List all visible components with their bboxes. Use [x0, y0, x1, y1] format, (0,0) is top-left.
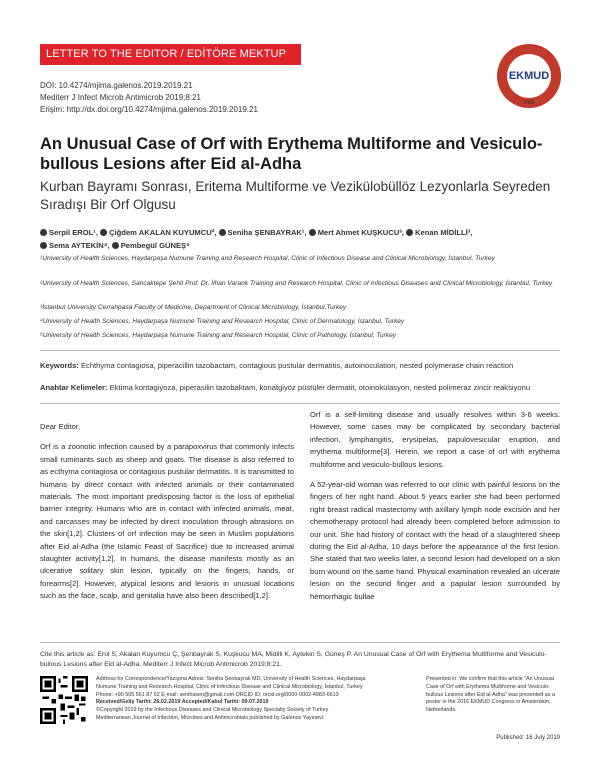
orcid-icon: [40, 229, 47, 236]
logo-year: 2006: [523, 100, 535, 106]
divider: [40, 403, 560, 404]
affiliation-3: ³İstanbul University Cerrahpasa Faculty of Medicine, Department of Clinical Microbiology, İstanbul,Turkey: [40, 304, 347, 311]
keywords: Keywords: Echthyma contagiosa, piperacillin tazobactam, contagious pustular dermatitis, autoinoculation, nested polymerase chain reaction: [40, 361, 514, 370]
paragraph: Orf is a self-limiting disease and usually resolves within 3-6 weeks. However, some cases may be complicated by secondary bacterial infection, lymphangitis, erysipelas, papulovesicular eruption, and erythema multiforme[3]. Herein, we report a case of orf with erythema multiforme and vesiculo-bullous lesions.: [310, 410, 560, 469]
orcid-icon: [40, 242, 47, 249]
article-title: An Unusual Case of Orf with Erythema Multiforme and Vesiculo-bullous Lesions after Eid al-Adha: [40, 135, 543, 173]
paragraph: Orf is a zoonotic infection caused by a parapoxvirus that commonly infects small ruminants such as sheep and goats. The disease is also referred to as ecthyma contagiosa or contagious pustular dermatitis. It is transmitted to humans by direct contact with infected animals or their contaminated materials. The most important predisposing factor is the loss of epithelial barrier integrity. Humans who are in contact with infected animals, meat, and carcasses may be infected by direct inoculation through abrasions on the skin[1,2]. Clusters of orf infection may be seen in Muslim populations after Eid al-Adha (the Islamic Feast of Sacrifice) due to increased animal slaughter activity[1,2]. In humans, the disease manifests mostly as an ulcerative solitary skin lesion, typically on the fingers, hands, or forearms[2]. However, atypical lesions and lesions in unusual locations such as the face, scalp, and genitalia have also been described[1,2].: [40, 442, 294, 601]
greeting: Dear Editor,: [40, 422, 81, 431]
affiliation-1: ¹University of Health Sciences, Haydarpaşa Numune Training and Research Hospital, Clinic of Infectious Disease and Clinical Microbiology, İstanbul, Turkey: [40, 255, 495, 262]
presented-note: Presented in: We confirm that this article "An Unusual Case of Orf with Erythema Multiforme and Vesiculo-bullous Lesions after Eid al-Adha" was presented as a poster in the 2016 EKMUD Congress in Amsterdam, Netherlands.: [426, 676, 555, 714]
affiliation-4: ⁴University of Health Sciences, Haydarpaşa Numune Training and Research Hospital, Clinic of Dermatology, İstanbul, Turkey: [40, 318, 405, 325]
divider: [40, 350, 560, 351]
author: Seniha ŞENBAYRAK¹,: [219, 228, 309, 237]
author: Pembegül GÜNEŞ⁵: [112, 241, 190, 250]
article-subtitle-tr: Kurban Bayramı Sonrası, Eritema Multiforme ve Vezikülobüllöz Lezyonlarla Seyreden Sıradışı Bir Orf Olgusu: [40, 179, 551, 212]
journal-citation: Mediterr J Infect Microb Antimicrob 2019;8:21: [40, 93, 201, 102]
orcid-icon: [309, 229, 316, 236]
author: Serpil EROL¹,: [40, 228, 100, 237]
affiliation-2: ²University of Health Sciences, Sancaktepe Şehit Prof. Dr. İlhan Varank Training and Research Hospital, Clinic of Infectious Diseases and Clinical Microbiology, İstanbul, Turkey: [40, 280, 553, 287]
citation: Cite this article as: Erol S, Akalan Kuyumcu Ç, Şenbayrak S, Kuşkucu MA, Midilli K, Aytekin S, Güneş P. An Unusual Case of Orf with Erythema Multiforme and Vesiculo-bullous Lesions after Eid al-Adha. Mediterr J Infect Microb Antimicrob 2019;8:21.: [40, 651, 547, 668]
body-right-column: [310, 409, 560, 611]
keywords-tr: Anahtar Kelimeler: Ektima kontagiyoza, piperasilin tazobaktam, konatgiyöz püstüler dermatit, otoinokülasyon, nested polimeraz zincir reaksiyonu: [40, 383, 531, 392]
author: Çiğdem AKALAN KUYUMCU²,: [100, 228, 218, 237]
qr-code-icon: [40, 676, 88, 724]
orcid-icon: [219, 229, 226, 236]
orcid-icon: [100, 229, 107, 236]
access-link[interactable]: Erişim: http://dx.doi.org/10.4274/mjima.galenos.2019.2019.21: [40, 105, 258, 114]
ekmud-logo: [495, 42, 563, 110]
author: Kenan MİDİLLİ³,: [406, 228, 472, 237]
article-type-banner: LETTER TO THE EDITOR / EDİTÖRE MEKTUP: [40, 44, 301, 65]
orcid-icon: [406, 229, 413, 236]
divider: [40, 642, 560, 643]
correspondence-block: Address for Correspondence/Yazışma Adresi: Seniha Şenbayrak MD, University of Health Sciences, Haydarpaşa Numune Training and Research Hospital, Clinic of Infectious Disease and Clinical Microbiology, İstanbul, Turkey Phone: +90 505 561 87 52 E-mail: senihasen@gmail.com ORCID ID: orcid.org/0000-0002-4983-6613 Received/Geliş Tarihi: 26.02.2019 Accepted/Kabul Tarihi: 09.07.2019 ©Copyright 2019 by the Infectious Diseases and Clinical Microbiology Specialty Society of Turkey Mediterranean Journal of Infection, Microbes and Antimicrobials published by Galenos Yayınevi.: [96, 676, 366, 721]
author: Mert Ahmet KUŞKUCU³,: [309, 228, 406, 237]
doi: DOI: 10.4274/mjima.galenos.2019.2019.21: [40, 81, 193, 90]
paragraph: A 52-year-old woman was referred to our clinic with painful lesions on the fingers of her right hand. About 5 years earlier she had been performed right breast radical mastectomy with axillary lymph node excision and her chemotherapy protocol had already been completed before admission to our unit. She had history of contact with the head of a slaughtered sheep during the Eid al-Adha, 10 days before the appearance of the first lesion. She stated that two weeks later, a second lesion had developed on a skin burn wound on the same hand. Physical examination revealed an ulcerate lesion on the second finger and a papular lesion surrounded by hemorrhagic bullae: [310, 480, 560, 601]
logo-name: EKMUD: [508, 70, 550, 82]
affiliation-5: ⁵University of Health Sciences, Haydarpaşa Numune Training and Research Hospital, Clinic of Pathology, İstanbul, Turkey: [40, 332, 397, 339]
body-left-column: [40, 421, 294, 611]
author: Sema AYTEKİN⁴,: [40, 241, 112, 250]
published-date: Published: 16 July 2019: [496, 735, 560, 741]
orcid-icon: [112, 242, 119, 249]
author-list: [40, 226, 560, 252]
